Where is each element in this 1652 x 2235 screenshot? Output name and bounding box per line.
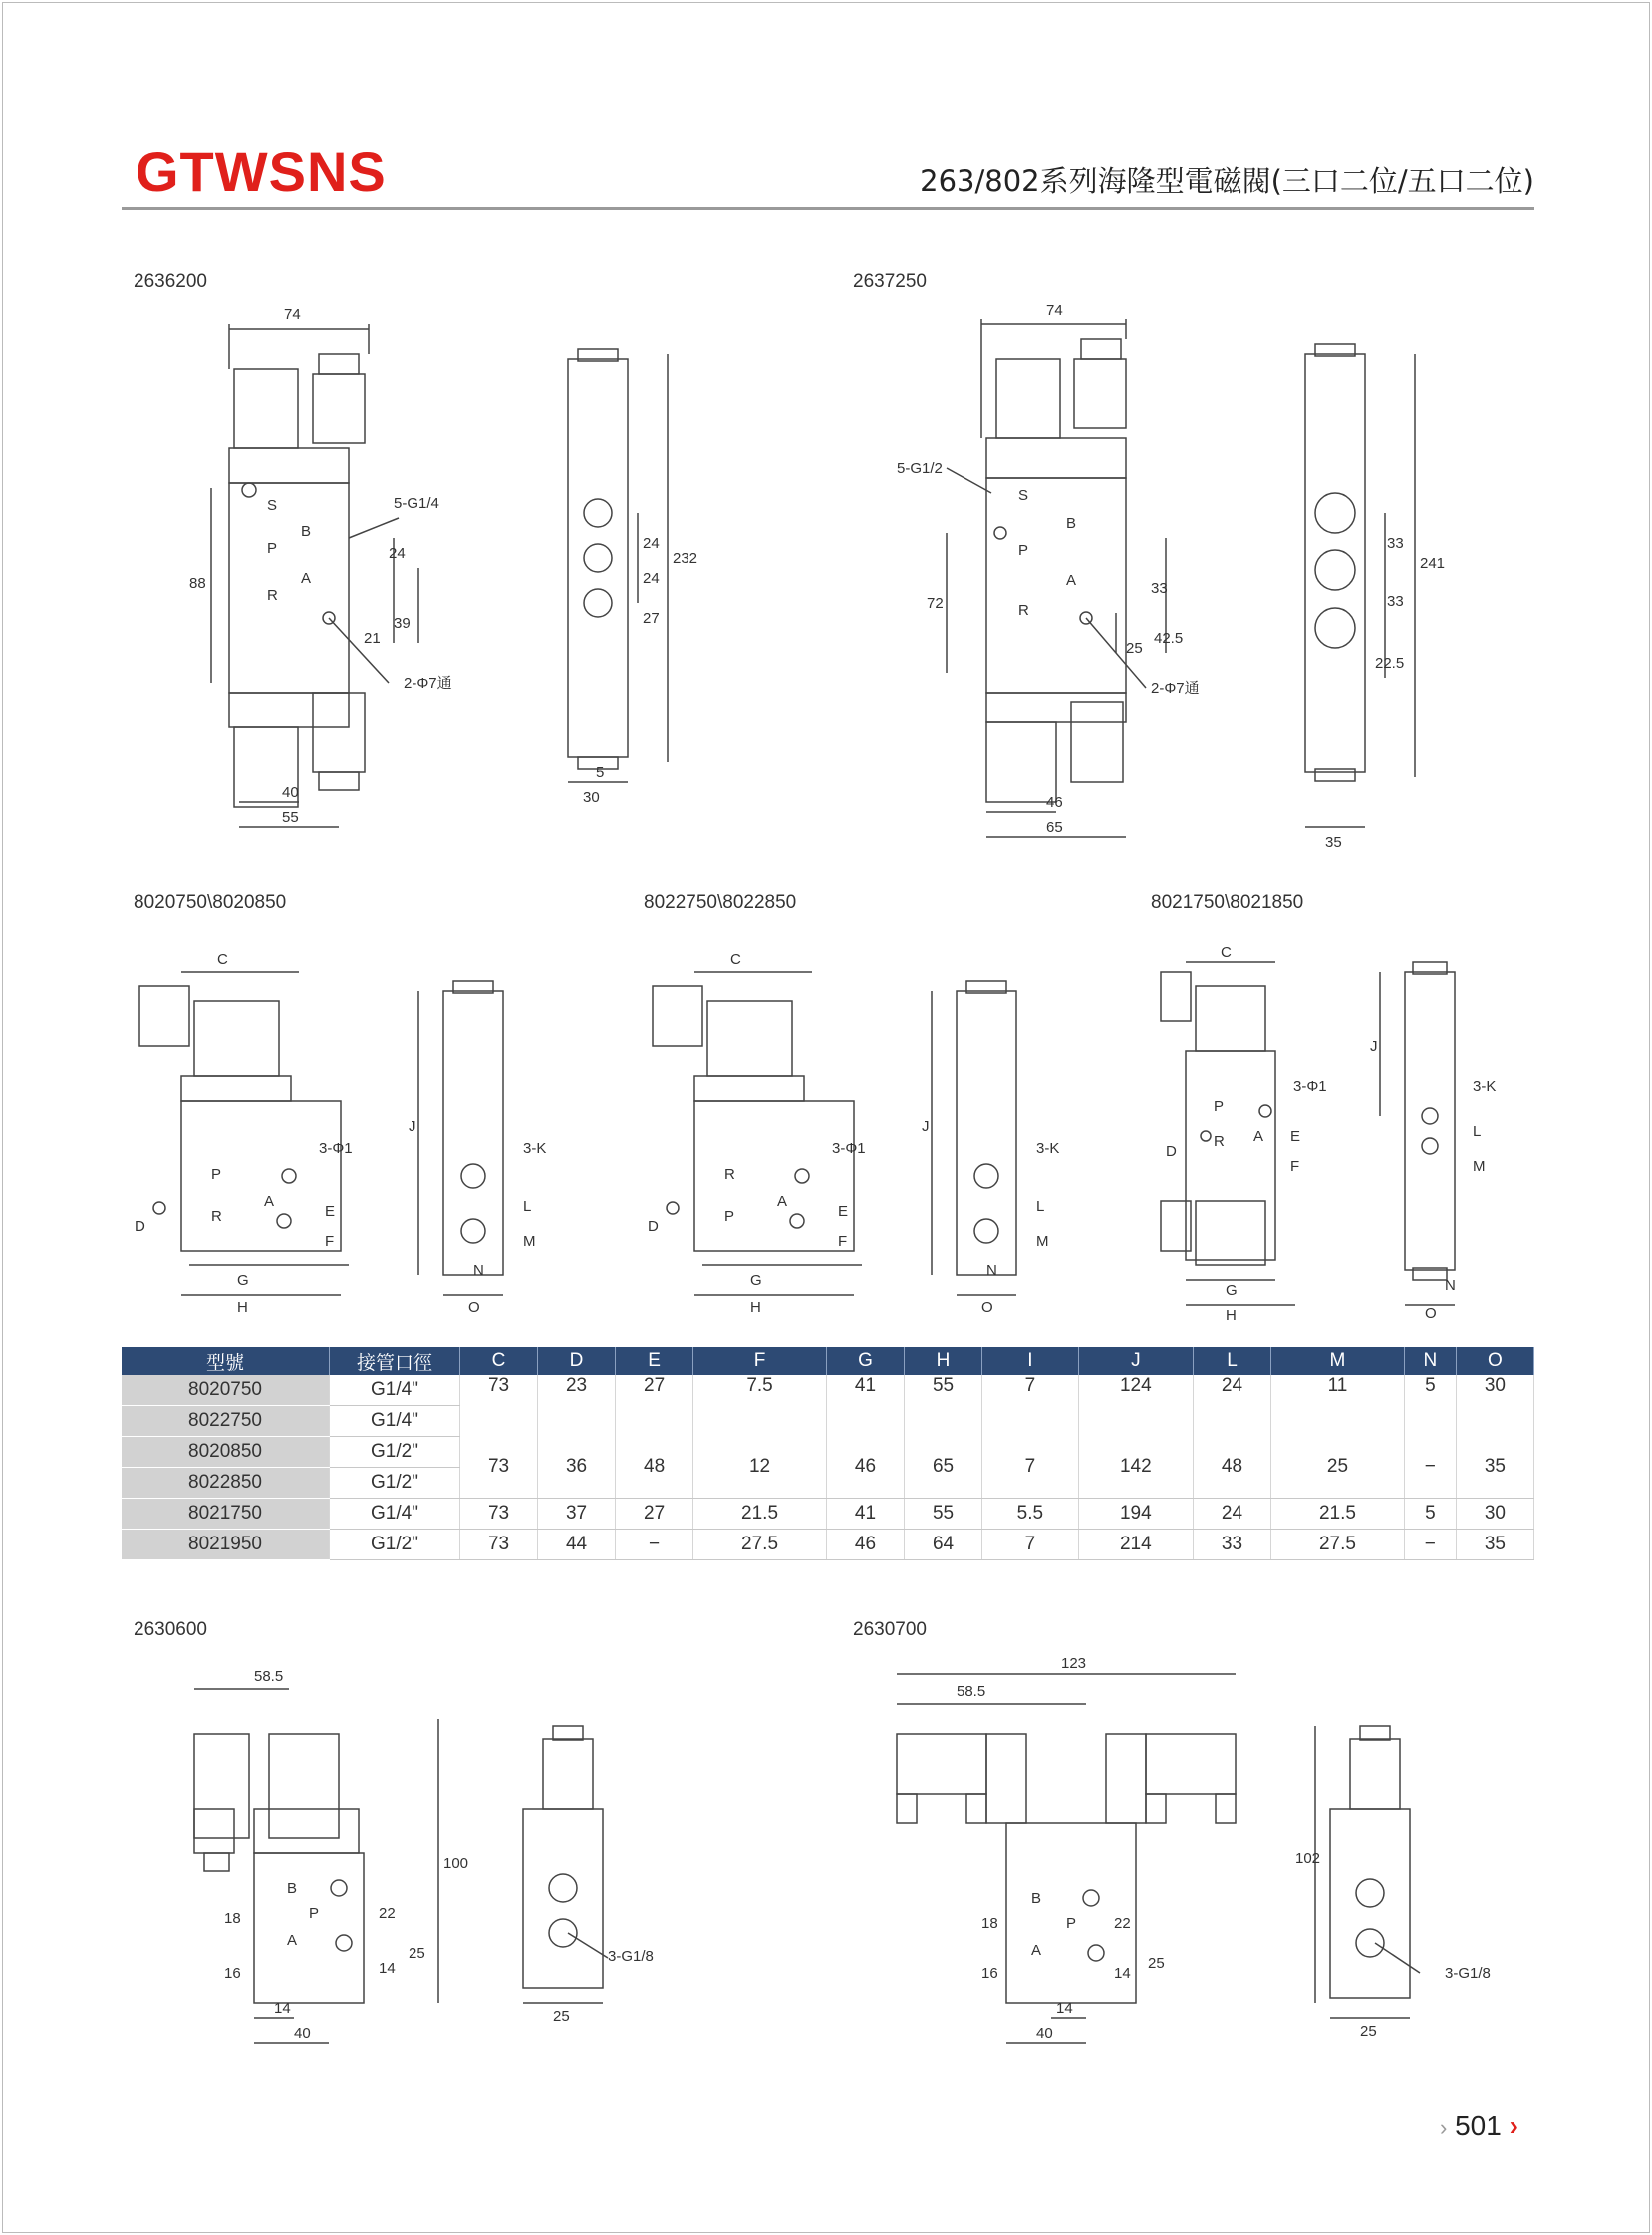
m2-R: R [724, 1166, 735, 1183]
drawing-2630700-front [887, 1654, 1265, 2073]
dim-14: 14 [379, 1960, 396, 1977]
cell-size: G1/4" [330, 1375, 460, 1406]
m1-R: R [211, 1208, 222, 1225]
cell: − [1404, 1530, 1456, 1560]
m3-L: L [1473, 1123, 1482, 1140]
cell-size: G1/4" [330, 1406, 460, 1437]
m3-N: N [1445, 1277, 1456, 1294]
model-label-8021750: 8021750\8021850 [1151, 892, 1304, 913]
m1-G: G [237, 1272, 249, 1289]
dim-33a: 33 [1151, 580, 1168, 597]
col-E: E [616, 1347, 693, 1375]
cell-size: G1/2" [330, 1468, 460, 1499]
port-A-d: A [1031, 1942, 1042, 1959]
m3-C: C [1221, 944, 1232, 961]
cell: 194 [1078, 1499, 1193, 1530]
port-S: S [267, 497, 278, 514]
m3-E: E [1290, 1128, 1301, 1145]
col-D: D [538, 1347, 616, 1375]
m1-phi: 3-Φ1 [319, 1140, 353, 1157]
cell: 7.5 [693, 1375, 827, 1437]
port-B-b: B [1066, 515, 1077, 532]
col-J: J [1078, 1347, 1193, 1375]
dim-40w: 40 [294, 2025, 311, 2042]
cell: 7 [982, 1530, 1079, 1560]
cell: 24 [1193, 1499, 1270, 1530]
drawing-2636200-side [538, 339, 707, 857]
cell: 55 [905, 1499, 982, 1530]
table-row [122, 1530, 1534, 1560]
dim-42.5: 42.5 [1154, 630, 1184, 647]
dim-14b: 14 [1114, 1965, 1131, 1982]
table-row [122, 1437, 1534, 1468]
cell-model: 8022750 [122, 1406, 330, 1437]
page-title: 263/802系列海隆型電磁閥(三口二位/五口二位) [920, 164, 1534, 198]
m2-F: F [838, 1233, 848, 1250]
cell: 64 [905, 1530, 982, 1560]
m2-A: A [777, 1193, 788, 1210]
m1-K: 3-K [523, 1140, 547, 1157]
cell: 142 [1078, 1437, 1193, 1499]
m1-C: C [217, 951, 228, 968]
dim-123: 123 [1061, 1655, 1087, 1672]
m1-J: J [409, 1118, 416, 1135]
cell: 73 [460, 1437, 538, 1499]
cell-model: 8021750 [122, 1499, 330, 1530]
cell: 37 [538, 1499, 616, 1530]
hole-note: 2-Φ7通 [404, 675, 452, 692]
dim-14wb: 14 [1056, 2000, 1073, 2017]
cell: 48 [1193, 1437, 1270, 1499]
cell: 12 [693, 1437, 827, 1499]
dim-33c: 33 [1387, 593, 1404, 610]
cell: 48 [616, 1437, 693, 1499]
port-note-d: 3-G1/8 [1445, 1965, 1491, 1982]
col-F: F [693, 1347, 827, 1375]
cell: 27.5 [693, 1530, 827, 1560]
spec-table [122, 1347, 1534, 1560]
dim-232: 232 [673, 550, 698, 567]
page-number-text: 501 [1455, 2110, 1502, 2141]
dim-25wb: 25 [1360, 2023, 1377, 2040]
dim-5: 5 [596, 764, 605, 781]
cell: 21.5 [693, 1499, 827, 1530]
m1-L: L [523, 1198, 532, 1215]
port-note-b: 5-G1/2 [897, 460, 943, 477]
cell: 55 [905, 1375, 982, 1437]
page-number [1440, 2110, 1518, 2142]
dim-25w: 25 [553, 2008, 570, 2025]
drawing-2630700-side [1290, 1704, 1519, 2043]
m3-K: 3-K [1473, 1078, 1497, 1095]
dim-58.5b: 58.5 [957, 1683, 986, 1700]
dim-33b: 33 [1387, 535, 1404, 552]
dim-72: 72 [927, 595, 944, 612]
cell: 73 [460, 1499, 538, 1530]
m2-N: N [986, 1262, 997, 1279]
m3-A: A [1253, 1128, 1264, 1145]
dim-18b: 18 [981, 1915, 998, 1932]
cell: 44 [538, 1530, 616, 1560]
col-H: H [905, 1347, 982, 1375]
dim-16b: 16 [981, 1965, 998, 1982]
m3-R: R [1214, 1133, 1225, 1150]
drawing-2637250-front [887, 294, 1236, 852]
cell: 30 [1456, 1499, 1533, 1530]
m3-G: G [1226, 1282, 1238, 1299]
drawing-2636200-front [189, 299, 518, 857]
drawing-802-series [130, 942, 1544, 1320]
dim-65: 65 [1046, 819, 1063, 836]
model-label-2637250: 2637250 [853, 271, 927, 292]
dim-16: 16 [224, 1965, 241, 1982]
cell: 35 [1456, 1437, 1533, 1499]
cell: 7 [982, 1437, 1079, 1499]
cell-model: 8021950 [122, 1530, 330, 1560]
dim-40: 40 [282, 784, 299, 801]
port-P: P [267, 540, 278, 557]
cell: 5 [1404, 1375, 1456, 1437]
dim-24: 24 [389, 545, 406, 562]
dim-46: 46 [1046, 794, 1063, 811]
col-L: L [1193, 1347, 1270, 1375]
drawing-2630600-side [508, 1704, 707, 2033]
m1-N: N [473, 1262, 484, 1279]
col-M: M [1271, 1347, 1405, 1375]
cell-model: 8022850 [122, 1468, 330, 1499]
port-A: A [301, 570, 312, 587]
col-port-size: 接管口徑 [330, 1347, 460, 1375]
m2-P: P [724, 1208, 735, 1225]
m3-O: O [1425, 1305, 1437, 1320]
table-row [122, 1375, 1534, 1406]
col-O: O [1456, 1347, 1533, 1375]
cell-model: 8020750 [122, 1375, 330, 1406]
dim-14w: 14 [274, 2000, 291, 2017]
drawing-2630600-front [179, 1659, 468, 2058]
drawing-2637250-side [1275, 339, 1445, 857]
port-R: R [267, 587, 278, 604]
m1-P: P [211, 1166, 222, 1183]
dim-25a: 25 [409, 1945, 425, 1962]
cell: 33 [1193, 1530, 1270, 1560]
dim-25b: 25 [1148, 1955, 1165, 1972]
m1-E: E [325, 1203, 336, 1220]
dim-22.5: 22.5 [1375, 655, 1405, 672]
m2-E: E [838, 1203, 849, 1220]
port-A-b: A [1066, 572, 1077, 589]
m1-A: A [264, 1193, 275, 1210]
cell: 35 [1456, 1530, 1533, 1560]
model-label-8020750: 8020750\8020850 [134, 892, 287, 913]
model-label-2630700: 2630700 [853, 1619, 927, 1640]
dim-35: 35 [1325, 834, 1342, 851]
dim-40wb: 40 [1036, 2025, 1053, 2042]
cell: 11 [1271, 1375, 1405, 1437]
m3-F: F [1290, 1158, 1300, 1175]
cell: 124 [1078, 1375, 1193, 1437]
header-divider [122, 207, 1534, 210]
hole-note-b: 2-Φ7通 [1151, 680, 1200, 697]
cell: 46 [826, 1530, 904, 1560]
m1-D: D [135, 1218, 145, 1235]
dim-24b: 24 [643, 535, 660, 552]
port-S-b: S [1018, 487, 1029, 504]
cell-model: 8020850 [122, 1437, 330, 1468]
m2-J: J [922, 1118, 930, 1135]
brand-logo: GTWSNS [136, 140, 387, 203]
model-label-8022750: 8022750\8022850 [644, 892, 797, 913]
cell: 7 [982, 1375, 1079, 1437]
m2-D: D [648, 1218, 659, 1235]
m1-F: F [325, 1233, 335, 1250]
dim-22: 22 [379, 1905, 396, 1922]
port-B-d: B [1031, 1890, 1042, 1907]
m2-L: L [1036, 1198, 1045, 1215]
dim-39: 39 [394, 615, 411, 632]
m3-phi: 3-Φ1 [1293, 1078, 1327, 1095]
m2-phi: 3-Φ1 [832, 1140, 866, 1157]
m2-G: G [750, 1272, 762, 1289]
dim-25: 25 [1126, 640, 1143, 657]
cell-size: G1/4" [330, 1499, 460, 1530]
cell: 27.5 [1271, 1530, 1405, 1560]
m1-H: H [237, 1299, 248, 1316]
dim-100: 100 [443, 1855, 468, 1872]
cell: 46 [826, 1437, 904, 1499]
dim-18: 18 [224, 1910, 241, 1927]
m2-C: C [730, 951, 741, 968]
dim-74b: 74 [1046, 302, 1063, 319]
col-C: C [460, 1347, 538, 1375]
dim-88: 88 [189, 575, 206, 592]
dim-241: 241 [1420, 555, 1445, 572]
cell-size: G1/2" [330, 1437, 460, 1468]
dim-58.5: 58.5 [254, 1668, 284, 1685]
cell: 21.5 [1271, 1499, 1405, 1530]
m3-H: H [1226, 1307, 1237, 1320]
m2-O: O [981, 1299, 993, 1316]
cell-size: G1/2" [330, 1530, 460, 1560]
dim-74: 74 [284, 306, 301, 323]
cell: − [1404, 1437, 1456, 1499]
cell: 27 [616, 1499, 693, 1530]
table-row [122, 1499, 1534, 1530]
port-note: 5-G1/4 [394, 495, 439, 512]
col-model: 型號 [122, 1347, 330, 1375]
dim-27: 27 [643, 610, 660, 627]
cell: 5.5 [982, 1499, 1079, 1530]
dim-55: 55 [282, 809, 299, 826]
chevron-left-icon: › [1440, 2115, 1448, 2140]
cell: 73 [460, 1530, 538, 1560]
cell: 24 [1193, 1375, 1270, 1437]
model-label-2636200: 2636200 [134, 271, 207, 292]
cell: 30 [1456, 1375, 1533, 1437]
col-I: I [982, 1347, 1079, 1375]
cell: − [616, 1530, 693, 1560]
cell: 36 [538, 1437, 616, 1499]
dim-21: 21 [364, 630, 381, 647]
m2-M: M [1036, 1233, 1049, 1250]
port-B: B [301, 523, 312, 540]
cell: 73 [460, 1375, 538, 1437]
dim-102: 102 [1295, 1850, 1321, 1867]
port-note-c: 3-G1/8 [608, 1948, 654, 1965]
m3-P: P [1214, 1098, 1225, 1115]
cell: 5 [1404, 1499, 1456, 1530]
m1-O: O [468, 1299, 480, 1316]
dim-30: 30 [583, 789, 600, 806]
cell: 27 [616, 1375, 693, 1437]
m3-D: D [1166, 1143, 1177, 1160]
m1-M: M [523, 1233, 536, 1250]
cell: 41 [826, 1375, 904, 1437]
cell: 214 [1078, 1530, 1193, 1560]
chevron-right-icon: › [1509, 2110, 1518, 2141]
m3-M: M [1473, 1158, 1486, 1175]
m3-J: J [1370, 1038, 1378, 1055]
m2-H: H [750, 1299, 761, 1316]
model-label-2630600: 2630600 [134, 1619, 207, 1640]
port-P-d: P [1066, 1915, 1077, 1932]
port-P-c: P [309, 1905, 320, 1922]
port-B-c: B [287, 1880, 298, 1897]
cell: 23 [538, 1375, 616, 1437]
cell: 41 [826, 1499, 904, 1530]
port-R-b: R [1018, 602, 1029, 619]
col-N: N [1404, 1347, 1456, 1375]
cell: 65 [905, 1437, 982, 1499]
m2-K: 3-K [1036, 1140, 1060, 1157]
dim-22b: 22 [1114, 1915, 1131, 1932]
port-A-c: A [287, 1932, 298, 1949]
port-P-b: P [1018, 542, 1029, 559]
dim-24c: 24 [643, 570, 660, 587]
table-header-row [122, 1347, 1534, 1375]
col-G: G [826, 1347, 904, 1375]
cell: 25 [1271, 1437, 1405, 1499]
